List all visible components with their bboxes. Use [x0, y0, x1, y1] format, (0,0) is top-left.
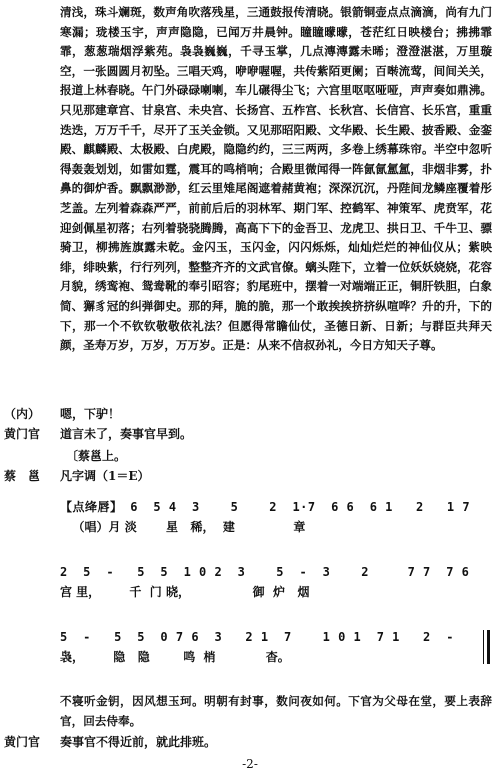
opening-prose: 清浅，珠斗斓斑，数声角吹落残星，三通鼓报传清晓。银箭铜壶点点滴滴，尚有九门寒漏；珑楼玉宇，声声隐隐，已闻万井晨钟。瞳瞳曚曚，苍茫红日映楼台；拂拂霏霏，葱葱瑞烟浮紫苑。袅袅巍巍，千寻玉掌，几点漙漙露未晞；澄澄湛湛，万里璇空，一张圆圆月初坠。三唱天鸡，咿咿喔喔，共传紫陌更阑；百啭流莺，间间关关，报道上林春晓。午门外碌碌喇喇，车儿碾得尘飞；六宫里呕呕哑哑，声声奏如鼎沸。只见那建章宫、甘泉宫、未央宫、长扬宫、五柞宫、长秋宫、长信宫、长乐宫，重重迭迭，万万千千，尽开了玉关金锁。又见那昭阳殿、文华殿、长生殿、披香殿、金銮殿、麒麟殿、太极殿、白虎殿，隐隐约约，三三两两，多卷上绣幕珠帘。半空中忽听得轰轰划划，如雷如霆，震耳的鸣梢响；合殿里微闻得一阵氤氤氲氲，非烟非雾，扑鼻的御炉香。飘飘渺渺，红云里雉尾阁遮着赭黄袍；深深沉沉，丹陛间龙鳞座覆着彤芝盖。左列着森森严严，前前后后的羽林军、期门军、控鹤军、神策军、虎贲军，花迎剑佩星初落；右列着骁骁腾腾，高高下下的金吾卫、龙虎卫、拱日卫、千牛卫、骠骑卫，柳拂旌旗露未乾。金闪玉，玉闪金，闪闪烁烁，灿灿烂烂的神仙仪从；紫映绯，绯映紫，行行列列，整整齐齐的文武官僚。螭头陛下，立着一位妖妖娆娆，花容月貌，绣鸾袍、鸳鸯靴的奉引昭容；豹尾班中，摆着一对端端正正，铜肝铁胆，白象简、獬豸冠的纠弹御史。那的拜，脆的脆，那一个敢挨挨挤挤纵喧哗？升的升，下的下，那一个不钦钦敬敬依礼法？但愿得常瞻仙仗，圣德日新、日新；与群臣共拜天颜，圣寿万岁，万岁，万万岁。正是：从来不信叔孙礼，今日方知天子尊。 — [60, 5, 492, 353]
dialogue-line-final: 奏事官不得近前，就此排班。 — [60, 735, 217, 749]
score-lyrics-2: 宫 里， 千 门 晓， 御 炉 烟 — [60, 585, 310, 599]
speaker-huangmenguan-2: 黄门官 — [4, 735, 41, 749]
speaker-nei: （内） — [4, 407, 41, 421]
score-lyrics-3: 袅， 隐 隐 鸣 梢 杳。 — [60, 650, 290, 664]
speaker-caiyong: 蔡 邕 — [4, 469, 41, 483]
dialogue-line-1: 嗯，下驴！ — [60, 407, 121, 421]
dialogue-line-2: 道言未了，奏事官早到。 — [60, 427, 193, 441]
score-notes-1: 【点绛唇】 6 5 4 3 5 2 1·7 6 6 6 1 2 1 7 — [60, 500, 471, 514]
page-number: -2- — [242, 757, 258, 771]
closing-prose: 不寝听金钥，因风想玉珂。明朝有封事，数问夜如何。下官为父母在堂，要上表辞官，回去侍奉。 — [60, 694, 492, 728]
stage-direction: 〔蔡邕上。 — [66, 449, 127, 463]
key-signature: 凡字调（1＝E） — [60, 469, 150, 483]
score-notes-2: 2 5 - 5 5 1 0 2 3 5 - 3 2 7 7 7 6 — [60, 565, 470, 579]
score-lyrics-1: （唱）月 淡 星 稀， 建 章 — [60, 520, 306, 534]
score-notes-3: 5 - 5 5 0 7 6 3 2 1 7 1 0 1 7 1 2 - — [60, 630, 454, 644]
speaker-huangmenguan: 黄门官 — [4, 427, 41, 441]
final-barline — [483, 630, 490, 664]
